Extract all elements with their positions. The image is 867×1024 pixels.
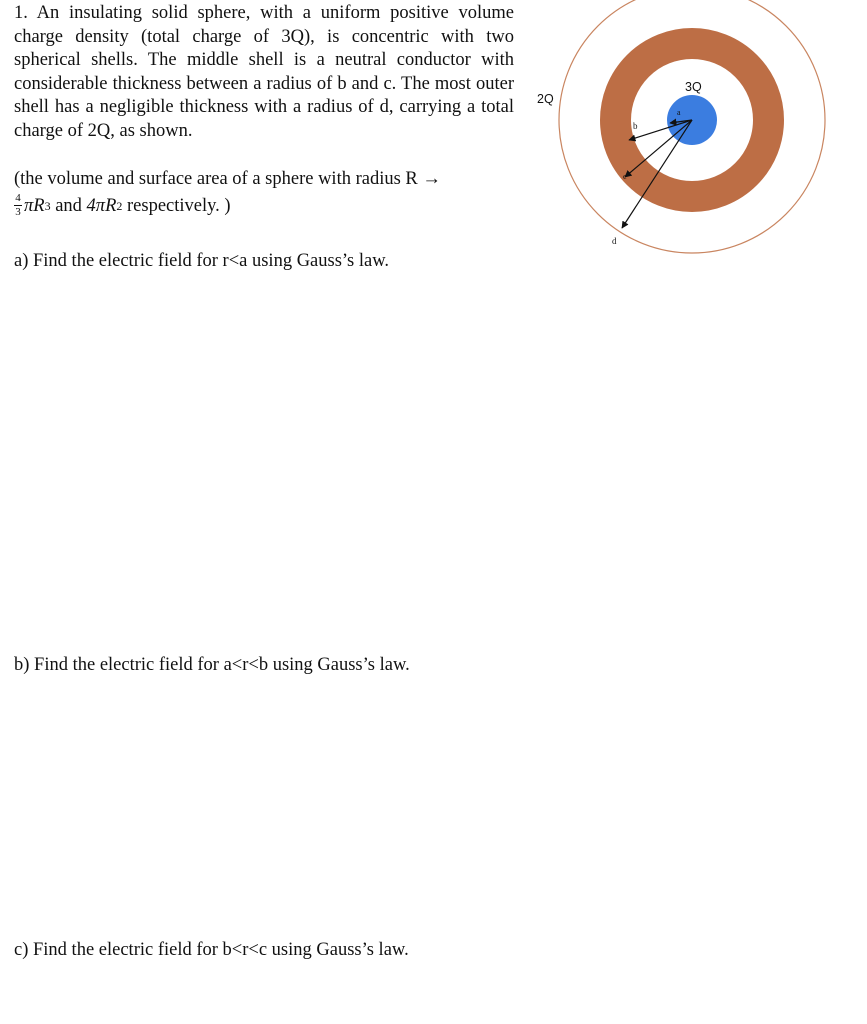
arrow-symbol: → xyxy=(422,169,441,189)
volume-expression: πR xyxy=(24,195,45,216)
fraction-denominator: 3 xyxy=(15,206,21,218)
radius-label-b: b xyxy=(633,121,638,131)
inner-charge-label: 3Q xyxy=(685,80,702,94)
area-expression: 4πR xyxy=(86,195,117,216)
concentric-spheres-diagram xyxy=(520,0,840,260)
question-a: a) Find the electric field for r<a using Gauss’s law. xyxy=(14,251,390,271)
problem-statement xyxy=(14,2,514,144)
fraction-four-thirds xyxy=(14,193,22,218)
question-b: b) Find the electric field for a<r<b using Gauss’s law. xyxy=(14,655,410,675)
hint-tail: respectively. ) xyxy=(127,195,231,216)
and-word: and xyxy=(55,195,82,216)
hint-text: (the volume and surface area of a sphere with radius R xyxy=(14,169,418,189)
radius-label-d: d xyxy=(612,236,617,246)
fraction-numerator: 4 xyxy=(15,192,21,204)
hint-line-1 xyxy=(14,167,534,191)
radius-label-c: c xyxy=(623,172,627,181)
radius-label-a: a xyxy=(677,108,681,117)
hint-line-2: $\frac{4}{3}$ πR 3 and 4πR 2 respectively. ) xyxy=(15,192,231,218)
question-c: c) Find the electric field for b<r<c using Gauss’s law. xyxy=(14,940,409,960)
problem-text: 1. An insulating solid sphere, with a uniform positive volume charge density (total charge of 3Q), is concentric with two spherical shells. The middle shell is a neutral conductor with considerable thickness between a radius of b and c. The most outer shell has a negligible thickness with a radius of d, carrying a total charge of 2Q, as shown. xyxy=(14,3,514,141)
outer-charge-label: 2Q xyxy=(537,92,554,106)
formula-hint xyxy=(14,167,534,218)
